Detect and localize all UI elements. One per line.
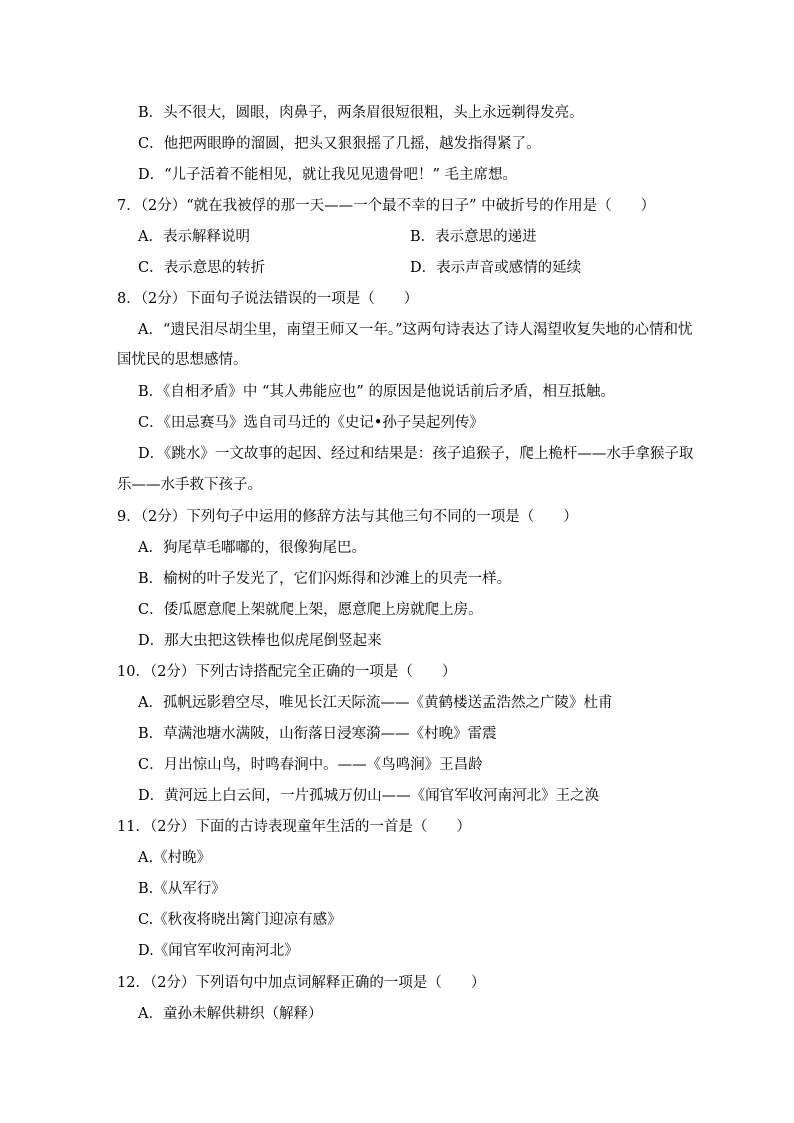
q6-option-b: B．头不很大，圆眼，肉鼻子，两条眉很短很粗，头上永远剃得发亮。 [138, 105, 584, 121]
q10-option-c: C．月出惊山鸟，时鸣春涧中。——《鸟鸣涧》王昌龄 [138, 757, 483, 773]
q12-stem: 12．（2分）下列语句中加点词解释正确的一项是（ ） [117, 975, 486, 991]
q7-option-b: B．表示意思的递进 [410, 229, 537, 245]
q11-option-a: A.《村晚》 [138, 850, 212, 866]
q11-stem: 11．（2分）下面的古诗表现童年生活的一首是（ ） [117, 819, 471, 835]
q11-option-b: B.《从军行》 [138, 881, 226, 897]
q6-option-d: D．“儿子活着不能相见，就让我见见遗骨吧！” 毛主席想。 [138, 167, 518, 183]
q11-option-d: D.《闻官军收河南河北》 [138, 943, 299, 959]
q10-option-d: D．黄河远上白云间，一片孤城万仞山——《闻官军收河南河北》王之涣 [138, 788, 600, 804]
q8-option-b: B．《自相矛盾》中 “其人弗能应也” 的原因是他说话前后矛盾，相互抵触。 [138, 384, 615, 400]
q10-option-a: A．孤帆远影碧空尽，唯见长江天际流——《黄鹤楼送孟浩然之广陵》杜甫 [138, 695, 613, 711]
q9-stem: 9．（2分）下列句子中运用的修辞方法与其他三句不同的一项是（ ） [117, 509, 578, 525]
q7-option-d: D．表示声音或感情的延续 [410, 260, 582, 276]
q11-option-c: C.《秋夜将晓出篱门迎凉有感》 [138, 912, 342, 928]
q9-option-a: A．狗尾草毛嘟嘟的，很像狗尾巴。 [138, 540, 366, 556]
q8-option-d-line2: 乐——水手救下孩子。 [117, 477, 262, 493]
q12-option-a: A．童孙未解供耕织（解释） [138, 1006, 323, 1022]
q6-option-c: C．他把两眼睁的溜圆，把头又狠狠摇了几摇，越发指得紧了。 [138, 136, 541, 152]
q9-option-d: D．那大虫把这铁棒也似虎尾倒竖起来 [138, 633, 382, 649]
q8-stem: 8．（2分）下面句子说法错误的一项是（ ） [117, 291, 419, 307]
q8-option-c: C．《田忌赛马》选自司马迁的《史记•孙子吴起列传》 [138, 415, 484, 431]
q8-option-d-line1: D．《跳水》一文故事的起因、经过和结果是：孩子追猴子，爬上桅杆——水手拿猴子取 [138, 446, 694, 462]
q9-option-b: B．榆树的叶子发光了，它们闪烁得和沙滩上的贝壳一样。 [138, 571, 512, 587]
q7-stem: 7．（2分）“就在我被俘的那一天——一个最不幸的日子” 中破折号的作用是（ ） [117, 198, 656, 214]
q8-option-a-line1: A．“遗民泪尽胡尘里，南望王师又一年。”这两句诗表达了诗人渴望收复失地的心情和忧 [138, 322, 693, 338]
q8-option-a-line2: 国忧民的思想感情。 [117, 352, 248, 368]
q9-option-c: C．倭瓜愿意爬上架就爬上架，愿意爬上房就爬上房。 [138, 602, 483, 618]
q7-option-a: A．表示解释说明 [138, 229, 250, 245]
q10-option-b: B．草满池塘水满陂，山衔落日浸寒漪——《村晚》雷震 [138, 726, 497, 742]
q10-stem: 10．（2分）下列古诗搭配完全正确的一项是（ ） [117, 664, 457, 680]
q7-option-c: C．表示意思的转折 [138, 260, 266, 276]
